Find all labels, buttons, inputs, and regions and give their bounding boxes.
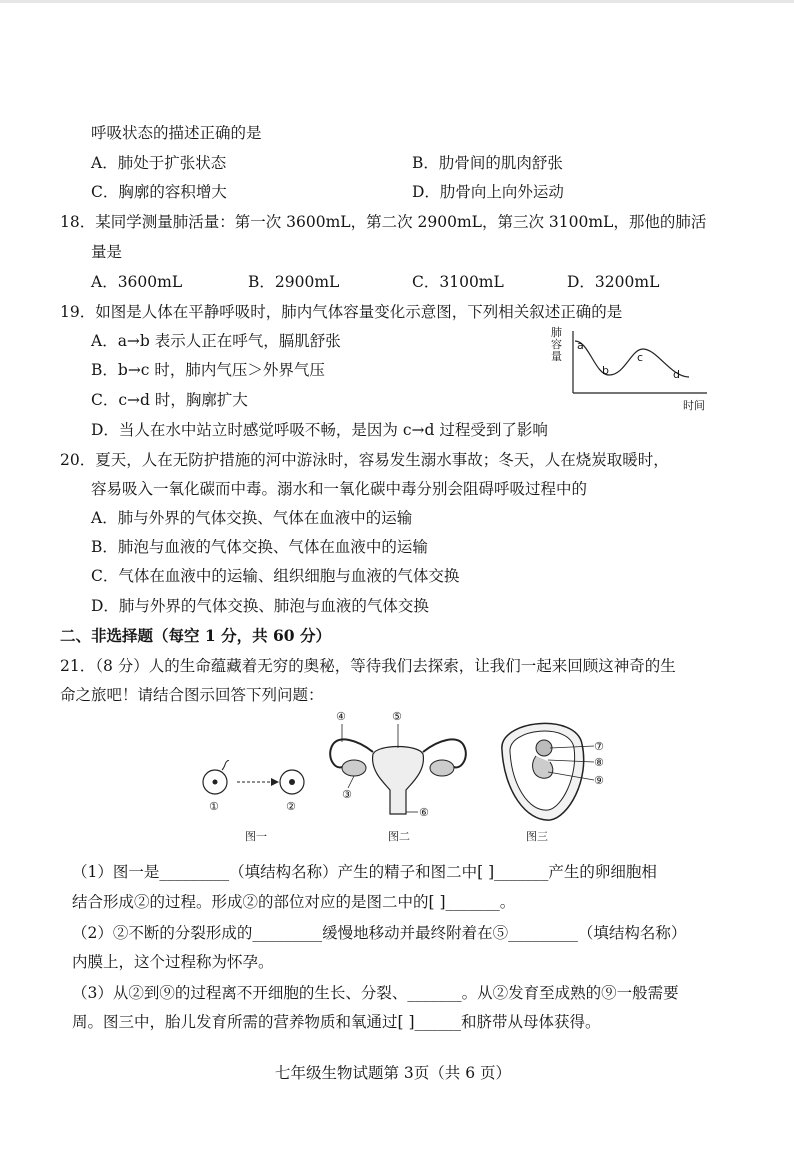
q21-sub3-line1: （3）从②到⑨的过程离不开细胞的生长、分裂、_______。从②发育至成熟的⑨一般需要 xyxy=(72,984,679,1002)
q20-option-a: A．肺与外界的气体交换、气体在血液中的运输 xyxy=(91,509,413,527)
graph-curve xyxy=(575,341,689,377)
placenta-icon xyxy=(536,740,552,756)
q18-option-c: C．3100mL xyxy=(412,273,504,291)
fig3-label-7: ⑦ xyxy=(594,740,604,753)
graph-point-a: a xyxy=(577,339,584,352)
q21-stem-line2: 命之旅吧！请结合图示回答下列问题： xyxy=(60,686,324,704)
q19-stem: 19．如图是人体在平静呼吸时，肺内气体容量变化示意图，下列相关叙述正确的是 xyxy=(60,303,623,321)
fig2-label-5: ⑤ xyxy=(392,710,402,723)
figure-3 xyxy=(486,710,616,846)
fig3-label-8: ⑧ xyxy=(594,756,604,769)
q20-option-d: D．肺与外界的气体交换、肺泡与血液的气体交换 xyxy=(91,597,429,615)
q21-stem-line1: 21．（8 分）人的生命蕴藏着无穷的奥秘，等待我们去探索，让我们一起来回顾这神奇的生 xyxy=(60,657,676,675)
left-ovary-icon xyxy=(342,760,366,776)
fig3-label-9: ⑨ xyxy=(594,774,604,787)
q18-option-d: D．3200mL xyxy=(567,273,660,291)
graph-point-c: c xyxy=(637,351,644,364)
egg-nucleus-icon xyxy=(213,780,218,785)
fertilized-egg-nucleus-icon xyxy=(289,779,295,785)
q21-sub1-line1: （1）图一是_________（填结构名称）产生的精子和图二中[ ]_______产生的卵细胞相 xyxy=(72,863,657,881)
q21-sub2-line1: （2）②不断的分裂形成的_________缓慢地移动并最终附着在⑤_________（填结构名称） xyxy=(72,924,687,942)
fig2-label-3: ③ xyxy=(342,788,352,801)
q21-sub2-line2: 内膜上，这个过程称为怀孕。 xyxy=(72,953,274,971)
scan-edge xyxy=(0,0,794,3)
q17-option-d: D．肋骨向上向外运动 xyxy=(412,183,564,201)
q19-option-c: C．c→d 时，胸廓扩大 xyxy=(91,391,248,409)
fig2-caption: 图二 xyxy=(388,830,410,843)
figure-3-drawing xyxy=(486,710,616,830)
page-footer: 七年级生物试题第 3页（共 6 页） xyxy=(275,1064,512,1082)
uterus-icon xyxy=(373,747,424,815)
fig2-label-4: ④ xyxy=(336,710,346,723)
graph-point-b: b xyxy=(602,364,609,377)
graph-point-d: d xyxy=(673,368,680,381)
q17-stem: 呼吸状态的描述正确的是 xyxy=(91,124,262,142)
q18-stem-line1: 18．某同学测量肺活量：第一次 3600mL，第二次 2900mL，第三次 3100mL，那他的肺活 xyxy=(60,213,707,231)
q18-option-b: B．2900mL xyxy=(248,273,340,291)
section-2-title: 二、非选择题（每空 1 分，共 60 分） xyxy=(60,626,331,645)
q18-stem-line2: 量是 xyxy=(91,243,123,261)
fig1-label-1: ① xyxy=(209,800,219,813)
q17-option-c: C．胸廓的容积增大 xyxy=(91,183,227,201)
q18-option-a: A．3600mL xyxy=(91,273,183,291)
q17-option-a: A．肺处于扩张状态 xyxy=(91,154,227,172)
q20-stem-line1: 20．夏天，人在无防护措施的河中游泳时，容易发生溺水事故；冬天，人在烧炭取暖时， xyxy=(60,451,669,469)
graph-ylabel-char: 量 xyxy=(551,350,562,363)
sperm-tail-icon xyxy=(222,760,229,770)
q21-sub3-line2: 周。图三中，胎儿发育所需的营养物质和氧通过[ ]______和脐带从母体获得。 xyxy=(72,1013,601,1031)
fig2-leader-3 xyxy=(348,776,354,788)
lung-volume-graph xyxy=(545,325,715,417)
fig1-label-2: ② xyxy=(286,800,296,813)
arrow-head-icon xyxy=(271,778,279,786)
q19-option-d: D．当人在水中站立时感觉呼吸不畅，是因为 c→d 过程受到了影响 xyxy=(91,421,548,439)
q19-option-a: A．a→b 表示人正在呼气，膈肌舒张 xyxy=(91,332,341,350)
q20-option-c: C．气体在血液中的运输、组织细胞与血液的气体交换 xyxy=(91,567,460,585)
q19-option-b: B．b→c 时，肺内气压＞外界气压 xyxy=(91,361,325,379)
graph-ylabel-char: 容 xyxy=(551,338,562,351)
figure-1 xyxy=(195,760,310,845)
figure-2 xyxy=(318,710,478,846)
figure-2-drawing xyxy=(318,710,478,830)
q20-option-b: B．肺泡与血液的气体交换、气体在血液中的运输 xyxy=(91,538,428,556)
right-ovary-icon xyxy=(430,760,454,776)
fig3-caption: 图三 xyxy=(526,830,548,843)
graph-xlabel: 时间 xyxy=(683,399,705,412)
q21-sub1-line2: 结合形成②的过程。形成②的部位对应的是图二中的[ ]_______。 xyxy=(72,893,516,911)
q17-option-b: B．肋骨间的肌肉舒张 xyxy=(412,154,563,172)
fig2-label-6: ⑥ xyxy=(419,806,429,819)
fig1-caption: 图一 xyxy=(245,830,267,843)
q20-stem-line2: 容易吸入一氧化碳而中毒。溺水和一氧化碳中毒分别会阻碍呼吸过程中的 xyxy=(91,480,588,498)
graph-ylabel-char: 肺 xyxy=(551,326,562,339)
